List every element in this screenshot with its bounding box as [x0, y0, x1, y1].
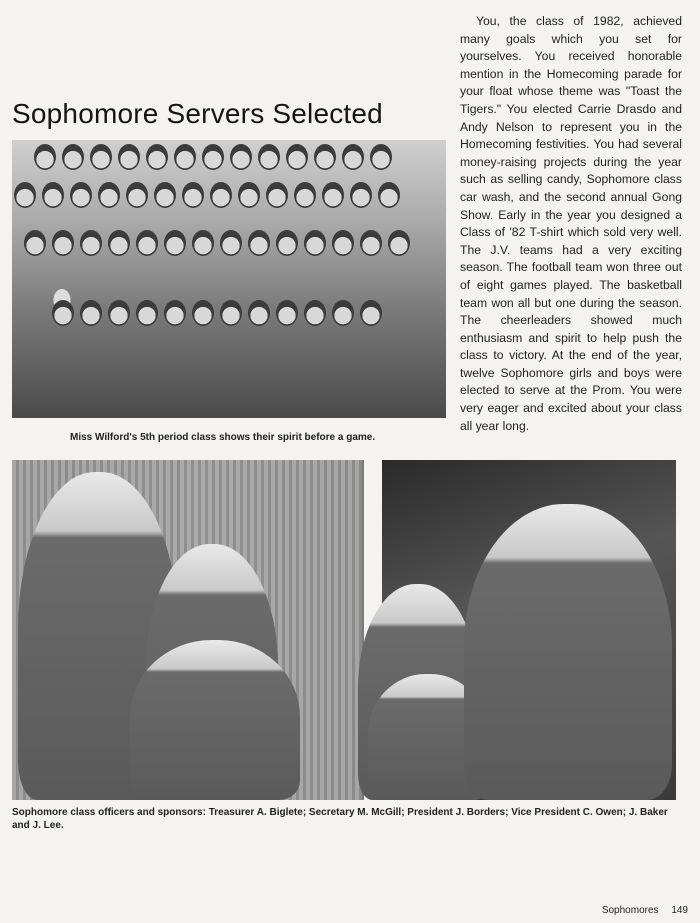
officers-photo-caption: Sophomore class officers and sponsors: Treasurer A. Biglete; Secretary M. McGill; President J. Borders; Vice President C. Owen; J. Baker and J. Lee.: [12, 807, 668, 831]
officers-photo: [12, 460, 676, 800]
photo-crowd-row: [52, 300, 382, 326]
article-body: You, the class of 1982, achieved many goals which you set for yourselves. You received honorable mention in the Homecoming parade for your float whose theme was "Toast the Tigers." You elected Carrie Drasdo and Andy Nelson to represent you in the Homecoming festivities. You had several money-raising projects during the year such as selling candy, Sophomore class car wash, and the second annual Gong Show. Early in the year you designed a Class of '82 T-shirt which sold very well. The J.V. teams had a very exciting season. The football team won three out of eight games played. The basketball team won all but one during the season. The cheerleaders showed much enthusiasm and spirit to help push the class to victory. At the end of the year, twelve Sophomore girls and boys were elected to serve at the Prom. You were very eager and excited about your class all year long.: [460, 14, 682, 433]
page-number: 149: [671, 905, 688, 916]
photo-person: [464, 504, 672, 800]
photo-person: [130, 640, 300, 800]
class-photo-caption: Miss Wilford's 5th period class shows their spirit before a game.: [70, 432, 376, 443]
footer-section-name: Sophomores: [601, 905, 659, 916]
photo-crowd-row: [34, 144, 392, 170]
page-headline: Sophomore Servers Selected: [12, 98, 383, 129]
page-footer: [602, 905, 688, 916]
photo-crowd-row: [14, 182, 400, 208]
photo-crowd-row: [24, 230, 410, 256]
class-group-photo: [12, 140, 446, 418]
